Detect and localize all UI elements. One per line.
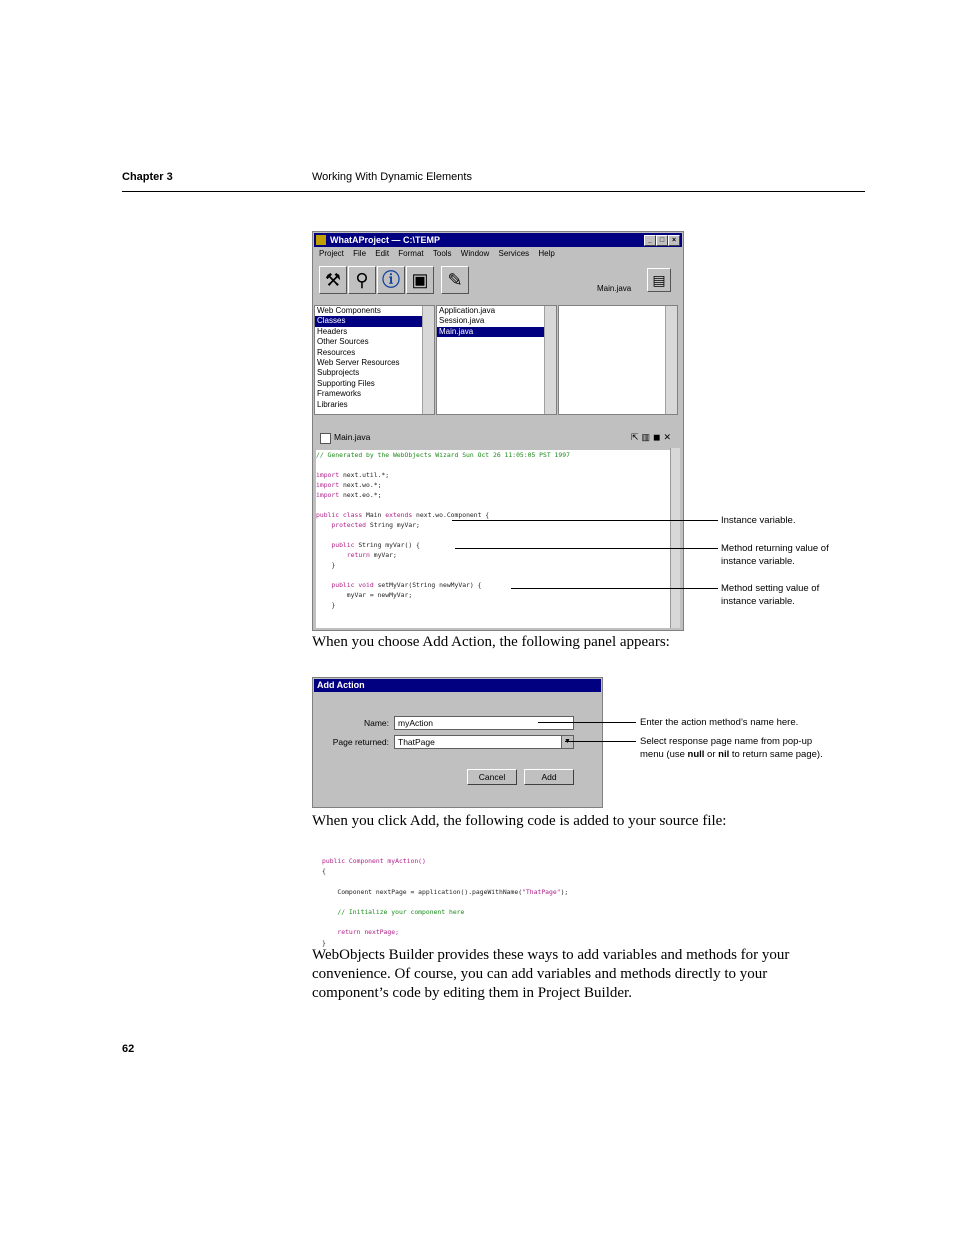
code-comment: // Generated by the WebObjects Wizard Sun Oct 26 11:05:05 PST 1997 [316, 451, 570, 459]
callout-text: to return same page). [729, 749, 823, 760]
callout-instance-variable: Instance variable. [721, 515, 796, 526]
menu-window[interactable]: Window [460, 249, 490, 258]
paragraph-line: convenience. Of course, you can add variables and methods directly to your [312, 966, 768, 982]
category-item[interactable]: Resources [317, 347, 356, 357]
category-item[interactable]: Other Sources [317, 337, 369, 347]
project-builder-window [312, 231, 684, 631]
file-item-selected[interactable]: Main.java [437, 327, 544, 337]
code-snippet [322, 856, 568, 948]
file-browser-column [436, 305, 557, 415]
find-magnifier-icon[interactable]: ⚲ [348, 266, 376, 294]
callout-line: Select response page name from pop-up [640, 736, 813, 747]
callout-keyword: null [687, 749, 705, 760]
category-scrollbar[interactable] [422, 306, 434, 414]
minimize-icon[interactable]: _ [644, 235, 656, 246]
page-number: 62 [122, 1043, 135, 1055]
dialog-title: Add Action [314, 679, 601, 692]
app-icon [316, 235, 326, 245]
category-browser-column [314, 305, 435, 415]
editor-panel [314, 430, 682, 630]
menu-bar [315, 248, 681, 260]
chapter-title: Working With Dynamic Elements [312, 171, 472, 183]
empty-browser-column [558, 305, 678, 415]
file-item[interactable]: Application.java [439, 306, 496, 315]
launch-monitor-icon[interactable]: ▣ [406, 266, 434, 294]
callout-line: Method setting value of [721, 583, 820, 594]
name-label: Name: [363, 718, 389, 728]
editor-controls-icon[interactable]: ⇱▥◼✕ [630, 432, 674, 442]
cancel-button[interactable]: Cancel [467, 769, 517, 785]
category-item[interactable]: Web Components [317, 306, 381, 315]
code-line: Component nextPage = application().pageWithName( [322, 887, 523, 896]
category-item[interactable]: Supporting Files [317, 378, 375, 388]
menu-file[interactable]: File [353, 249, 367, 258]
header-rule [122, 191, 865, 192]
menu-tools[interactable]: Tools [432, 249, 452, 258]
category-item-selected[interactable]: Classes [315, 316, 434, 326]
leader-line [511, 588, 718, 589]
editor-scrollbar[interactable] [670, 448, 680, 628]
callout-line [640, 748, 823, 761]
body-text: When you choose Add Action, the following panel appears: [312, 634, 670, 650]
code-line: public Component myAction() [322, 857, 426, 865]
callout-name-hint: Enter the action method’s name here. [640, 717, 799, 728]
editor-filename: Main.java [334, 432, 371, 442]
callout-method-returning [721, 542, 829, 568]
menu-project[interactable]: Project [319, 249, 344, 258]
window-titlebar [314, 233, 682, 247]
category-item[interactable]: Subprojects [317, 368, 360, 378]
callout-text: menu (use [640, 749, 688, 760]
page-returned-select[interactable] [394, 735, 574, 749]
code-comment: // Initialize your component here [322, 908, 465, 917]
callout-line: Method returning value of [721, 543, 829, 554]
add-action-dialog [312, 677, 603, 808]
code-line: // Generated by the WebObjects Wizard Sun Oct 26 11:05:05 PST 1997 import next.util.*; import next.wo.*; import next.eo.*; public class Main extends next.wo.Component { protected String myVar; public String myVar() { return myVar; } public void setMyVar(String newMyVar) { myVar = newMyVar; } [316, 451, 570, 609]
page-returned-label: Page returned: [332, 737, 389, 747]
category-item[interactable]: Headers [317, 326, 348, 336]
page-returned-value: ThatPage [398, 737, 435, 747]
menu-edit[interactable]: Edit [375, 249, 390, 258]
leader-line [565, 741, 636, 742]
window-title: WhatAProject — C:\TEMP [330, 235, 441, 245]
build-hammer-icon[interactable]: ⚒ [319, 266, 347, 294]
info-icon[interactable]: ⓘ [377, 266, 405, 294]
menu-format[interactable]: Format [398, 249, 424, 258]
menu-help[interactable]: Help [538, 249, 555, 258]
callout-text: or [704, 749, 719, 760]
file-doc-icon[interactable]: ▤ [647, 268, 671, 292]
maximize-icon[interactable]: □ [656, 235, 668, 246]
java-file-icon [320, 433, 331, 444]
action-name-input[interactable]: myAction [394, 716, 574, 730]
callout-line: instance variable. [721, 596, 795, 607]
file-item[interactable]: Session.java [439, 316, 485, 326]
inspector-icon[interactable]: ✎ [441, 266, 469, 294]
code-line: return nextPage; [322, 928, 399, 937]
leader-line [538, 722, 636, 723]
leader-line [452, 520, 718, 521]
code-line: { [322, 867, 326, 876]
code-line: ); [560, 887, 569, 896]
category-item[interactable]: Web Server Resources [317, 358, 400, 368]
category-item[interactable]: Libraries [317, 399, 348, 409]
close-icon[interactable]: × [668, 235, 680, 246]
callout-page-hint [640, 735, 823, 761]
add-button[interactable]: Add [524, 769, 574, 785]
leader-line [455, 548, 718, 549]
callout-method-setting [721, 582, 819, 608]
chevron-down-icon[interactable] [561, 736, 573, 748]
toolbar-file-label: Main.java [597, 284, 632, 293]
chapter-label: Chapter 3 [122, 171, 173, 183]
category-item[interactable]: Frameworks [317, 389, 362, 399]
code-string: "ThatPage" [522, 887, 561, 896]
callout-line: instance variable. [721, 556, 795, 567]
callout-keyword: nil [718, 749, 730, 760]
menu-services[interactable]: Services [498, 249, 530, 258]
closing-paragraph [312, 946, 789, 1003]
paragraph-line: component’s code by editing them in Project Builder. [312, 985, 632, 1001]
empty-column-scrollbar[interactable] [665, 306, 677, 414]
paragraph-line: WebObjects Builder provides these ways to add variables and methods for your [312, 947, 790, 963]
file-scrollbar[interactable] [544, 306, 556, 414]
body-text: When you click Add, the following code is added to your source file: [312, 813, 727, 829]
code-line: } [322, 938, 326, 947]
source-code-view[interactable] [316, 450, 670, 628]
